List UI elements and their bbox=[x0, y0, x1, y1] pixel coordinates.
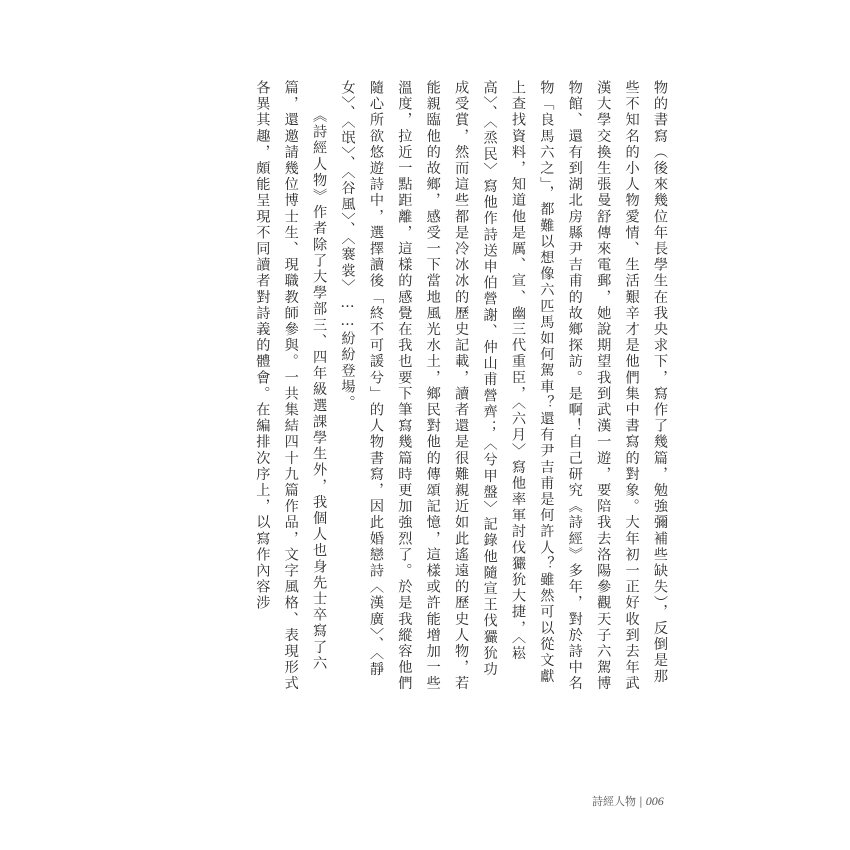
page-number: 006 bbox=[645, 794, 664, 808]
vertical-text-body bbox=[248, 80, 674, 692]
footer-separator: | bbox=[639, 795, 643, 808]
paragraph-1: 物的書寫（後來幾位年長學生在我央求下，寫作了幾篇，勉強彌補些缺失），反倒是那些不知名的小人物愛情、生活艱辛才是他們集中書寫的對象。大年初一正好收到去年武漢大學交換生張曼舒傳來電郵，她說期望我到武漢一遊，要陪我去洛陽參觀天子六駕博物館、還有到湖北房縣尹吉甫的故鄉探訪。是啊！自己研究《詩經》多年，對於詩中名物「良馬六之」，都難以想像六匹馬如何駕車？還有尹吉甫是何許人？雖然可以從文獻上查找資料，知道他是厲、宣、幽三代重臣，〈六月〉寫他率軍討伐玁狁大捷，〈崧高〉、〈烝民〉寫他作詩送申伯營謝、仲山甫營齊；〈兮甲盤〉記錄他隨宣王伐玁狁功成受賞，然而這些都是冷冰冰的歷史記載，讀者還是很難親近如此遙遠的歷史人物，若能親臨他的故鄉，感受一下當地風光水土，鄉民對他的傳頌記憶，這樣或許能增加一些溫度，拉近一點距離，這樣的感覺在我也要下筆寫幾篇時更加強烈了。於是我縱容他們隨心所欲悠遊詩中，選擇讀後「終不可諼兮」的人物書寫，因此婚戀詩〈漢廣〉、〈靜女〉、〈氓〉、〈谷風〉、〈褰裳〉……紛紛登場。 bbox=[339, 80, 668, 692]
running-title: 詩經人物 bbox=[592, 795, 636, 808]
page-footer bbox=[592, 793, 664, 809]
paragraph-2: 《詩經人物》作者除了大學部三、四年級選課學生外，我個人也身先士卒寫了六篇，還邀請幾位博士生、現職教師參與。一共集結四十九篇作品，文字風格、表現形式各異其趣，頗能呈現不同讀者對詩義的體會。在編排次序上，以寫作內容涉 bbox=[254, 80, 328, 692]
